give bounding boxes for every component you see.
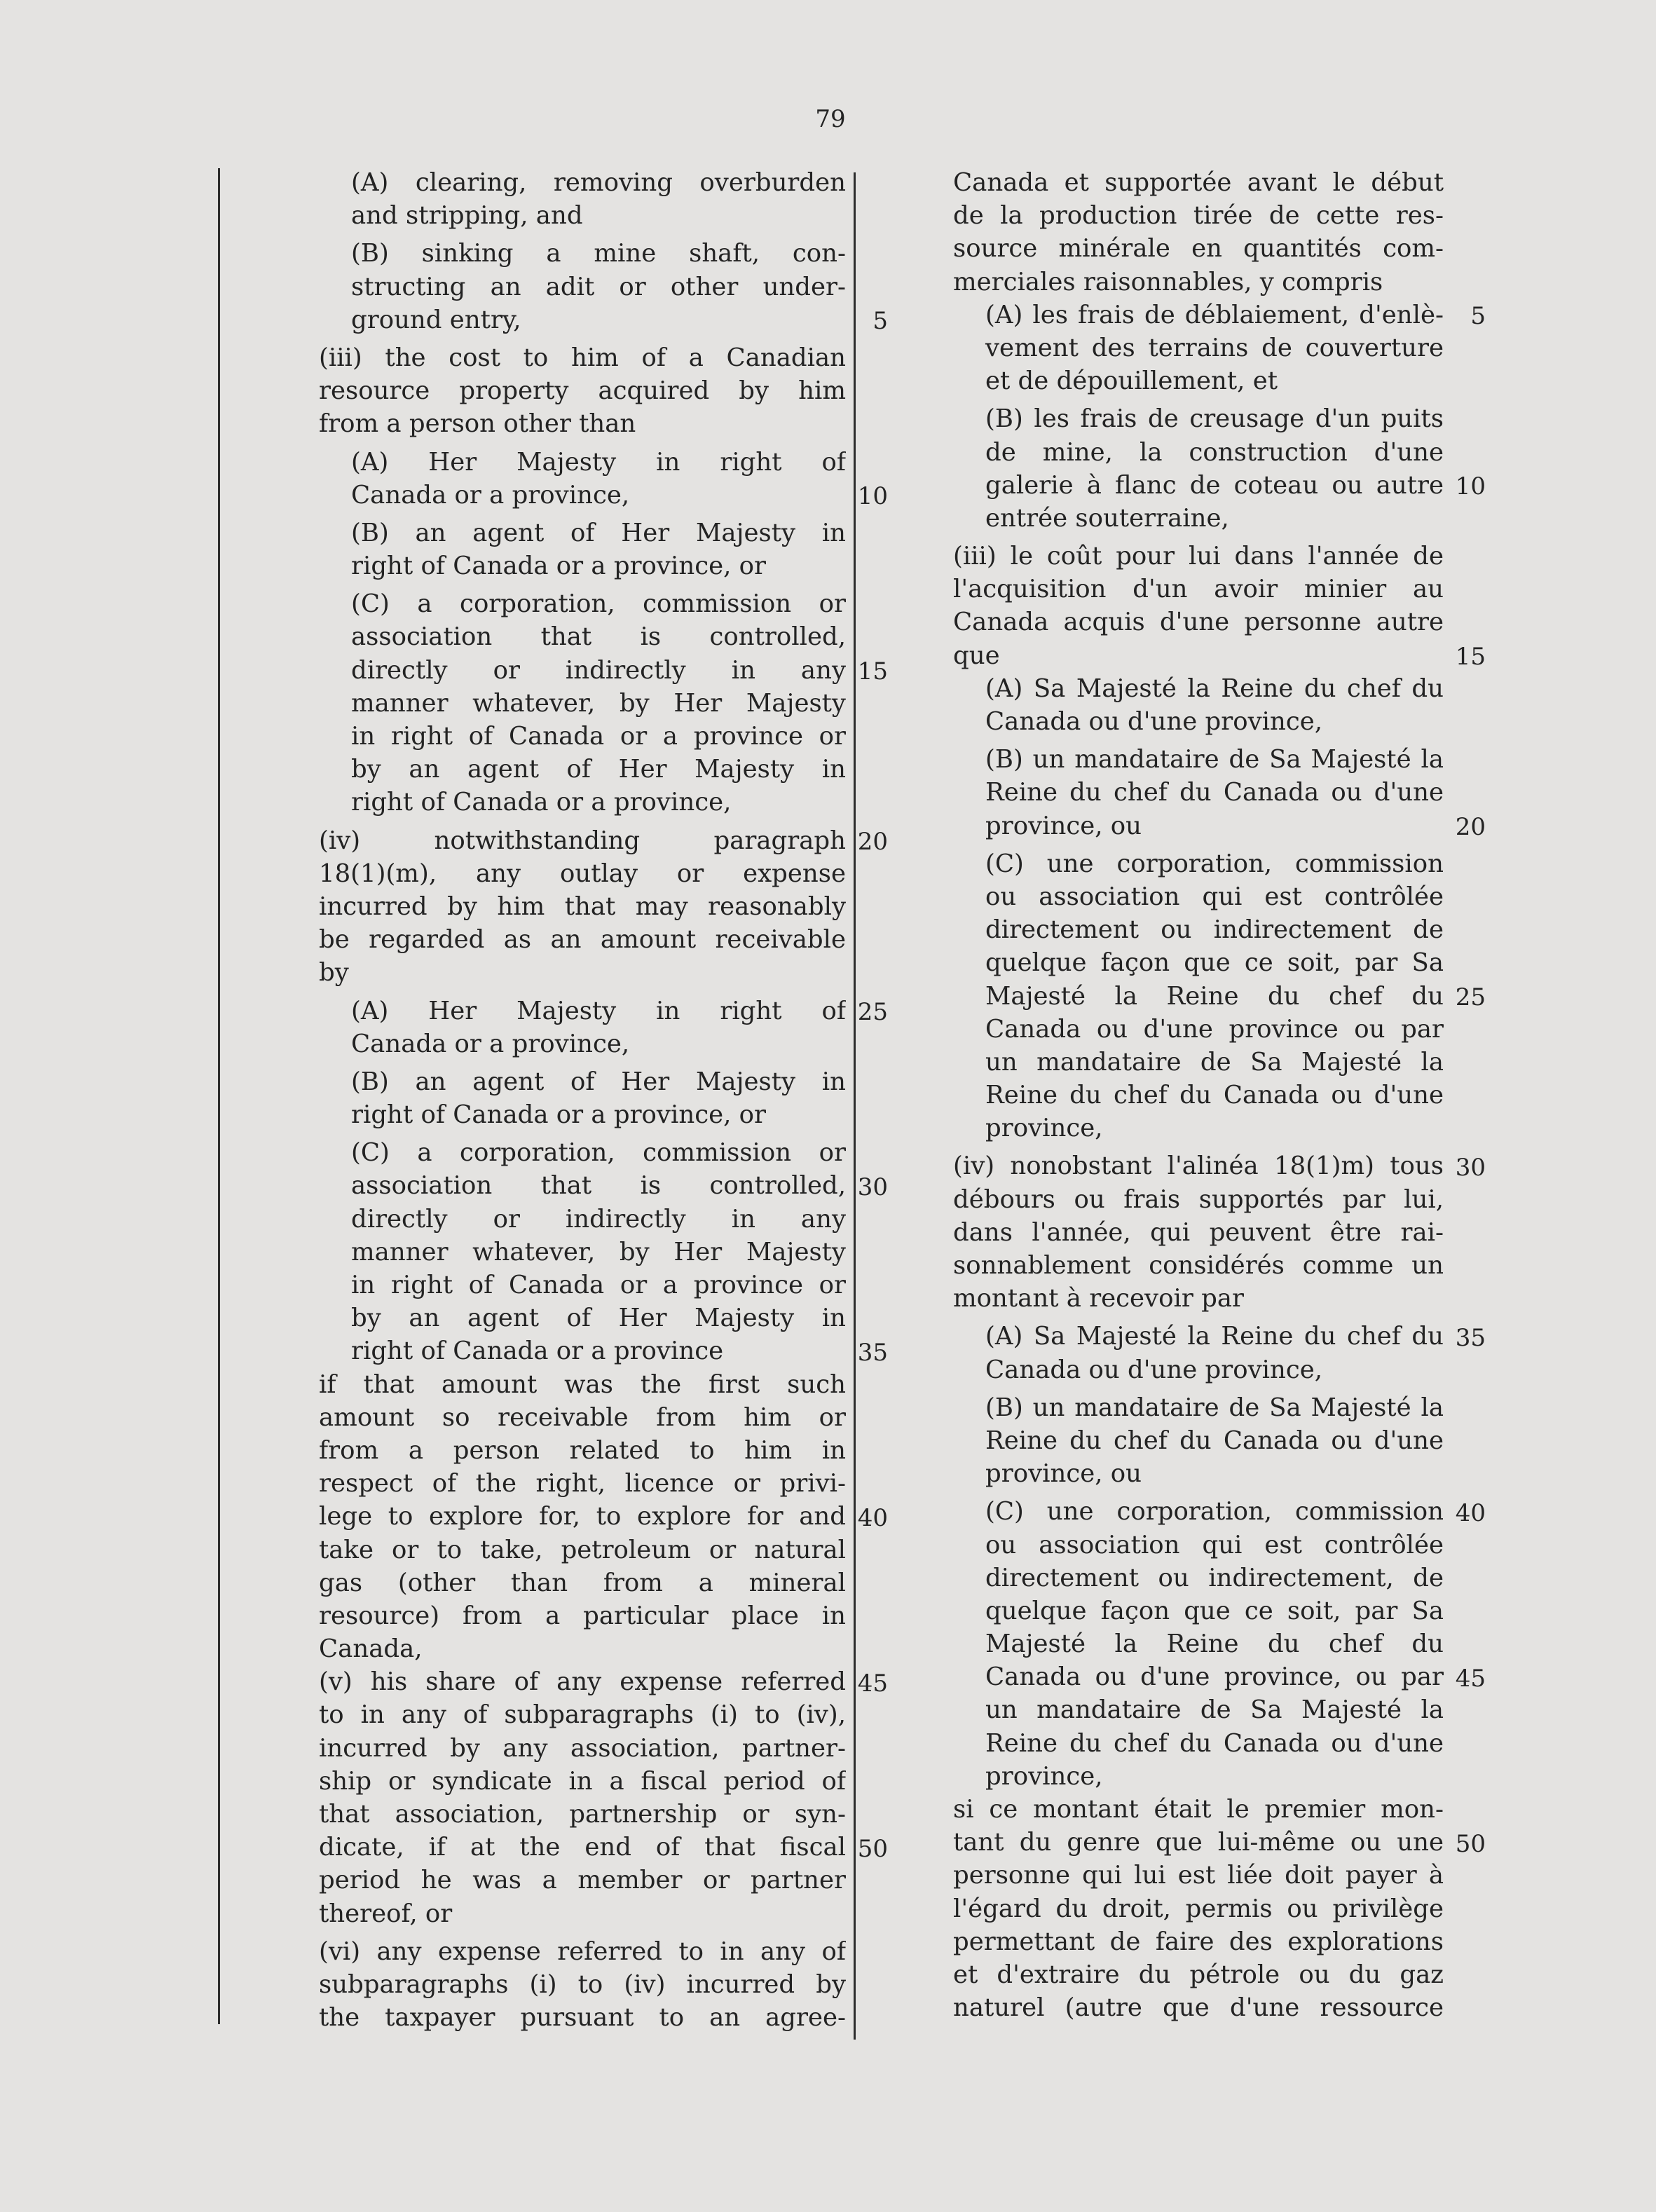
text-line: merciales raisonnables, y compris <box>953 267 1383 296</box>
text-line: manner whatever, by Her Majesty <box>351 1237 846 1267</box>
column-divider-rule <box>854 172 856 2040</box>
english-column <box>319 166 888 2034</box>
text-line: (A) Her Majesty in right of <box>351 447 846 477</box>
text-line: by an agent of Her Majesty in <box>351 1304 846 1333</box>
line-number: 45 <box>857 1669 888 1698</box>
text-line: entrée souterraine, <box>985 503 1229 533</box>
line-number: 20 <box>1455 812 1486 841</box>
line-number: 5 <box>1470 301 1486 330</box>
text-line: que <box>953 641 1000 670</box>
text-line: resource) from a particular place in <box>319 1601 846 1630</box>
text-line: source minérale en quantités com- <box>953 234 1444 264</box>
text-line: right of Canada or a province, or <box>351 1100 767 1130</box>
text-line: (A) Sa Majesté la Reine du chef du <box>985 674 1444 703</box>
text-line: un mandataire de Sa Majesté la <box>985 1047 1444 1077</box>
text-line: in right of Canada or a province or <box>351 722 846 751</box>
text-line: galerie à flanc de coteau ou autre <box>985 470 1444 500</box>
line-number: 30 <box>857 1173 888 1201</box>
text-line: that association, partnership or syn- <box>319 1800 846 1829</box>
text-line: Canada, <box>319 1634 423 1664</box>
text-line: province, <box>985 1761 1103 1791</box>
text-line: right of Canada or a province, or <box>351 552 767 581</box>
text-line: (iii) the cost to him of a Canadian <box>319 343 846 372</box>
text-line: Canada ou d'une province, <box>985 707 1323 736</box>
text-line: subparagraphs (i) to (iv) incurred by <box>319 1969 846 1999</box>
text-line: and stripping, and <box>351 201 583 231</box>
text-line: ground entry, <box>351 305 521 334</box>
text-line: (B) an agent of Her Majesty in <box>351 1067 846 1096</box>
text-line: Canada et supportée avant le début <box>953 168 1444 197</box>
text-line: structing an adit or other under- <box>351 272 846 301</box>
line-number: 15 <box>857 657 888 685</box>
text-line: Canada or a province, <box>351 1029 630 1058</box>
text-line: (A) clearing, removing overburden <box>351 168 846 197</box>
french-column <box>953 166 1486 2024</box>
text-line: Canada ou d'une province, <box>985 1355 1323 1384</box>
text-line: ship or syndicate in a fiscal period of <box>319 1766 846 1796</box>
text-line: Canada ou d'une province ou par <box>985 1014 1444 1044</box>
text-line: if that amount was the first such <box>319 1370 846 1399</box>
text-line: un mandataire de Sa Majesté la <box>985 1695 1444 1725</box>
text-line: l'égard du droit, permis ou privilège <box>953 1894 1444 1923</box>
text-line: (iv) nonobstant l'alinéa 18(1)m) tous <box>953 1152 1444 1181</box>
text-line: montant à recevoir par <box>953 1284 1244 1313</box>
text-line: (C) a corporation, commission or <box>351 589 846 619</box>
text-line: Canada or a province, <box>351 480 630 510</box>
text-line: (iv) notwithstanding paragraph <box>319 826 846 855</box>
text-line: from a person related to him in <box>319 1435 846 1465</box>
text-line: (B) un mandataire de Sa Majesté la <box>985 745 1444 774</box>
text-line: be regarded as an amount receivable <box>319 925 846 955</box>
text-line: respect of the right, licence or privi- <box>319 1469 846 1498</box>
text-line: (C) une corporation, commission <box>985 1497 1444 1527</box>
text-line: right of Canada or a province <box>351 1337 724 1366</box>
text-line: débours ou frais supportés par lui, <box>953 1184 1444 1214</box>
line-number: 35 <box>857 1338 888 1367</box>
text-line: province, ou <box>985 811 1142 840</box>
text-line: directly or indirectly in any <box>351 1204 846 1234</box>
text-line: naturel (autre que d'une ressource <box>953 1993 1444 2023</box>
text-line: manner whatever, by Her Majesty <box>351 688 846 718</box>
text-line: (C) une corporation, commission <box>985 849 1444 878</box>
text-line: de la production tirée de cette res- <box>953 201 1444 231</box>
line-number: 30 <box>1455 1153 1486 1182</box>
left-margin-rule <box>218 168 220 2024</box>
text-line: (B) an agent of Her Majesty in <box>351 518 846 547</box>
text-line: association that is controlled, <box>351 622 846 652</box>
text-line: right of Canada or a province, <box>351 788 732 817</box>
line-number: 10 <box>857 482 888 510</box>
text-line: Reine du chef du Canada ou d'une <box>985 1081 1444 1110</box>
text-line: take or to take, petroleum or natural <box>319 1535 846 1564</box>
text-line: sonnablement considérés comme un <box>953 1251 1444 1280</box>
text-line: (v) his share of any expense referred <box>319 1667 846 1697</box>
text-line: to in any of subparagraphs (i) to (iv), <box>319 1700 846 1730</box>
text-line: directement ou indirectement de <box>985 915 1444 945</box>
text-line: (C) a corporation, commission or <box>351 1138 846 1168</box>
text-line: Reine du chef du Canada ou d'une <box>985 778 1444 807</box>
line-number: 10 <box>1455 472 1486 500</box>
text-line: quelque façon que ce soit, par Sa <box>985 1596 1444 1625</box>
text-line: province, ou <box>985 1459 1142 1489</box>
line-number: 25 <box>857 997 888 1026</box>
line-number: 50 <box>857 1834 888 1863</box>
text-line: et d'extraire du pétrole ou du gaz <box>953 1960 1444 1989</box>
text-line: Canada acquis d'une personne autre <box>953 608 1444 637</box>
text-line: the taxpayer pursuant to an agree- <box>319 2003 846 2033</box>
text-line: (B) un mandataire de Sa Majesté la <box>985 1393 1444 1422</box>
line-number: 45 <box>1455 1664 1486 1693</box>
text-line: (A) Her Majesty in right of <box>351 996 846 1025</box>
text-line: gas (other than from a mineral <box>319 1568 846 1597</box>
line-number: 50 <box>1455 1829 1486 1858</box>
text-line: province, <box>985 1114 1103 1143</box>
line-number: 40 <box>1455 1498 1486 1527</box>
text-line: si ce montant était le premier mon- <box>953 1795 1444 1824</box>
line-number: 35 <box>1455 1323 1486 1352</box>
text-line: vement des terrains de couverture <box>985 333 1444 362</box>
line-number: 5 <box>873 306 888 335</box>
text-line: ou association qui est contrôlée <box>985 1530 1444 1559</box>
text-line: tant du genre que lui-même ou une <box>953 1828 1444 1857</box>
text-line: Reine du chef du Canada ou d'une <box>985 1426 1444 1455</box>
text-line: (B) sinking a mine shaft, con- <box>351 239 846 268</box>
text-line: in right of Canada or a province or <box>351 1271 846 1299</box>
text-line: amount so receivable from him or <box>319 1402 846 1432</box>
page-number: 79 <box>815 105 846 133</box>
text-line: by <box>319 958 349 988</box>
text-line: by an agent of Her Majesty in <box>351 755 846 784</box>
text-line: (vi) any expense referred to in any of <box>319 1937 846 1966</box>
text-line: et de dépouillement, et <box>985 367 1278 396</box>
line-number: 40 <box>857 1503 888 1532</box>
text-line: (A) Sa Majesté la Reine du chef du <box>985 1322 1444 1351</box>
line-number: 15 <box>1455 642 1486 671</box>
text-line: de mine, la construction d'une <box>985 437 1444 467</box>
text-line: period he was a member or partner <box>319 1866 846 1895</box>
text-line: Majesté la Reine du chef du <box>985 1630 1444 1659</box>
text-line: association that is controlled, <box>351 1171 846 1201</box>
line-number: 25 <box>1455 983 1486 1011</box>
text-line: Canada ou d'une province, ou par <box>985 1663 1444 1692</box>
text-line: personne qui lui est liée doit payer à <box>953 1861 1444 1890</box>
text-line: Reine du chef du Canada ou d'une <box>985 1728 1444 1758</box>
text-line: Majesté la Reine du chef du <box>985 981 1444 1011</box>
text-line: quelque façon que ce soit, par Sa <box>985 948 1444 978</box>
text-line: lege to explore for, to explore for and <box>319 1502 846 1531</box>
text-line: 18(1)(m), any outlay or expense <box>319 859 846 888</box>
text-line: dicate, if at the end of that fiscal <box>319 1833 846 1862</box>
text-line: dans l'année, qui peuvent être rai- <box>953 1217 1444 1247</box>
text-line: permettant de faire des explorations <box>953 1927 1444 1956</box>
line-number: 20 <box>857 827 888 856</box>
text-line: incurred by any association, partner- <box>319 1733 846 1763</box>
text-line: incurred by him that may reasonably <box>319 892 846 921</box>
text-line: directly or indirectly in any <box>351 655 846 685</box>
text-line: l'acquisition d'un avoir minier au <box>953 575 1444 604</box>
text-line: thereof, or <box>319 1899 453 1928</box>
text-line: directement ou indirectement, de <box>985 1563 1444 1592</box>
text-line: from a person other than <box>319 409 636 439</box>
text-line: resource property acquired by him <box>319 376 846 406</box>
text-line: (A) les frais de déblaiement, d'enlè- <box>985 300 1444 329</box>
text-line: (B) les frais de creusage d'un puits <box>985 404 1444 434</box>
text-line: ou association qui est contrôlée <box>985 882 1444 911</box>
text-line: (iii) le coût pour lui dans l'année de <box>953 542 1444 571</box>
